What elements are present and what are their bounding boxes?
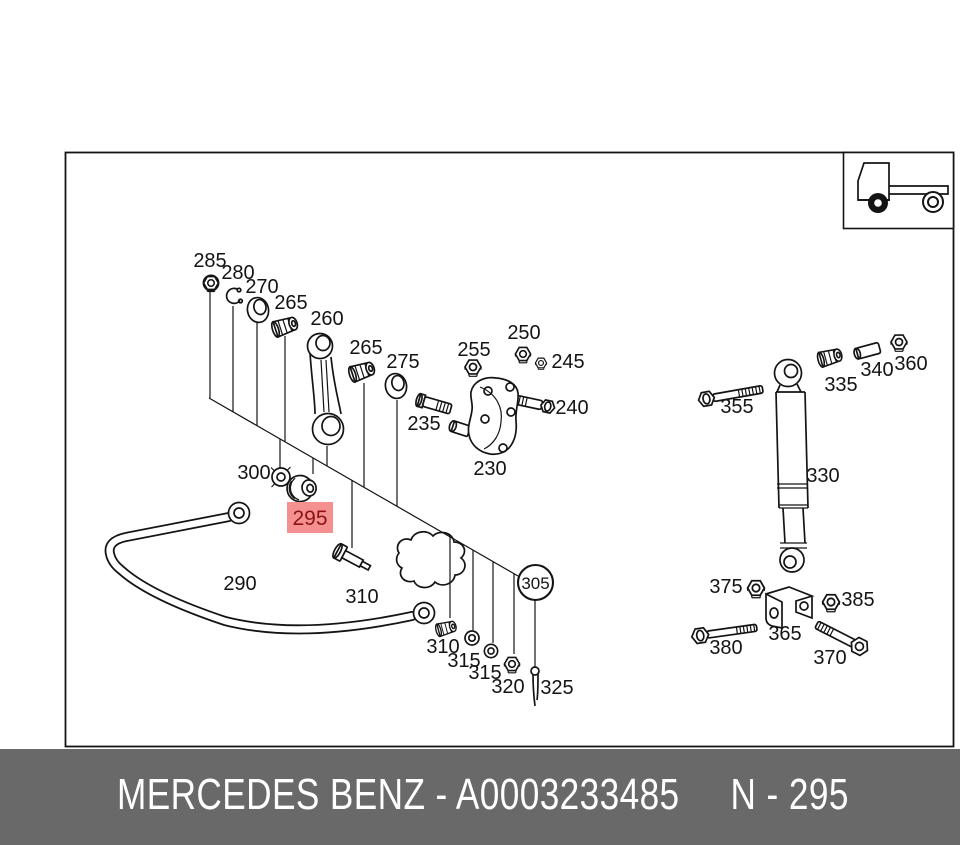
- footer-bar: [0, 749, 960, 845]
- part-label-315a: 315: [447, 650, 481, 672]
- part-label-290: 290: [223, 573, 257, 595]
- truck-icon: [844, 153, 954, 229]
- part-label-310a: 310: [345, 586, 379, 608]
- part-label-370: 370: [813, 647, 847, 669]
- part-label-320: 320: [491, 676, 525, 698]
- part-label-300: 300: [237, 462, 271, 484]
- footer-brand-partnumber: MERCEDES BENZ - A0003233485: [117, 770, 680, 819]
- part-label-335: 335: [824, 374, 858, 396]
- part-label-310b: 310: [426, 636, 460, 658]
- part-label-360: 360: [894, 353, 928, 375]
- part-label-270: 270: [245, 276, 279, 298]
- part-label-355: 355: [720, 396, 754, 418]
- part-label-260: 260: [310, 308, 344, 330]
- part-label-380: 380: [709, 637, 743, 659]
- part-nut-285: [203, 275, 218, 291]
- part-label-250: 250: [507, 322, 541, 344]
- part-label-365: 365: [768, 623, 802, 645]
- part-label-325: 325: [540, 677, 574, 699]
- part-washer-315b: [484, 644, 497, 657]
- part-label-255: 255: [457, 339, 491, 361]
- part-label-235: 235: [407, 413, 441, 435]
- part-label-245: 245: [551, 351, 585, 373]
- part-label-265b: 265: [349, 337, 383, 359]
- part-label-280: 280: [221, 262, 255, 284]
- part-label-265a: 265: [274, 292, 308, 314]
- part-label-305: 305: [521, 574, 550, 593]
- part-label-375: 375: [709, 576, 743, 598]
- part-washer-315a: [465, 631, 479, 645]
- part-label-230: 230: [473, 458, 507, 480]
- part-label-385: 385: [841, 589, 875, 611]
- part-label-285: 285: [193, 250, 227, 272]
- part-label-340: 340: [860, 359, 894, 381]
- footer-reference: N - 295: [730, 770, 849, 819]
- part-label-295[interactable]: 295: [292, 507, 328, 530]
- part-label-275: 275: [386, 351, 420, 373]
- highlighted-part-callout-295[interactable]: [287, 502, 333, 533]
- part-label-315b: 315: [468, 662, 502, 684]
- part-label-240: 240: [555, 397, 589, 419]
- part-label-330: 330: [806, 465, 840, 487]
